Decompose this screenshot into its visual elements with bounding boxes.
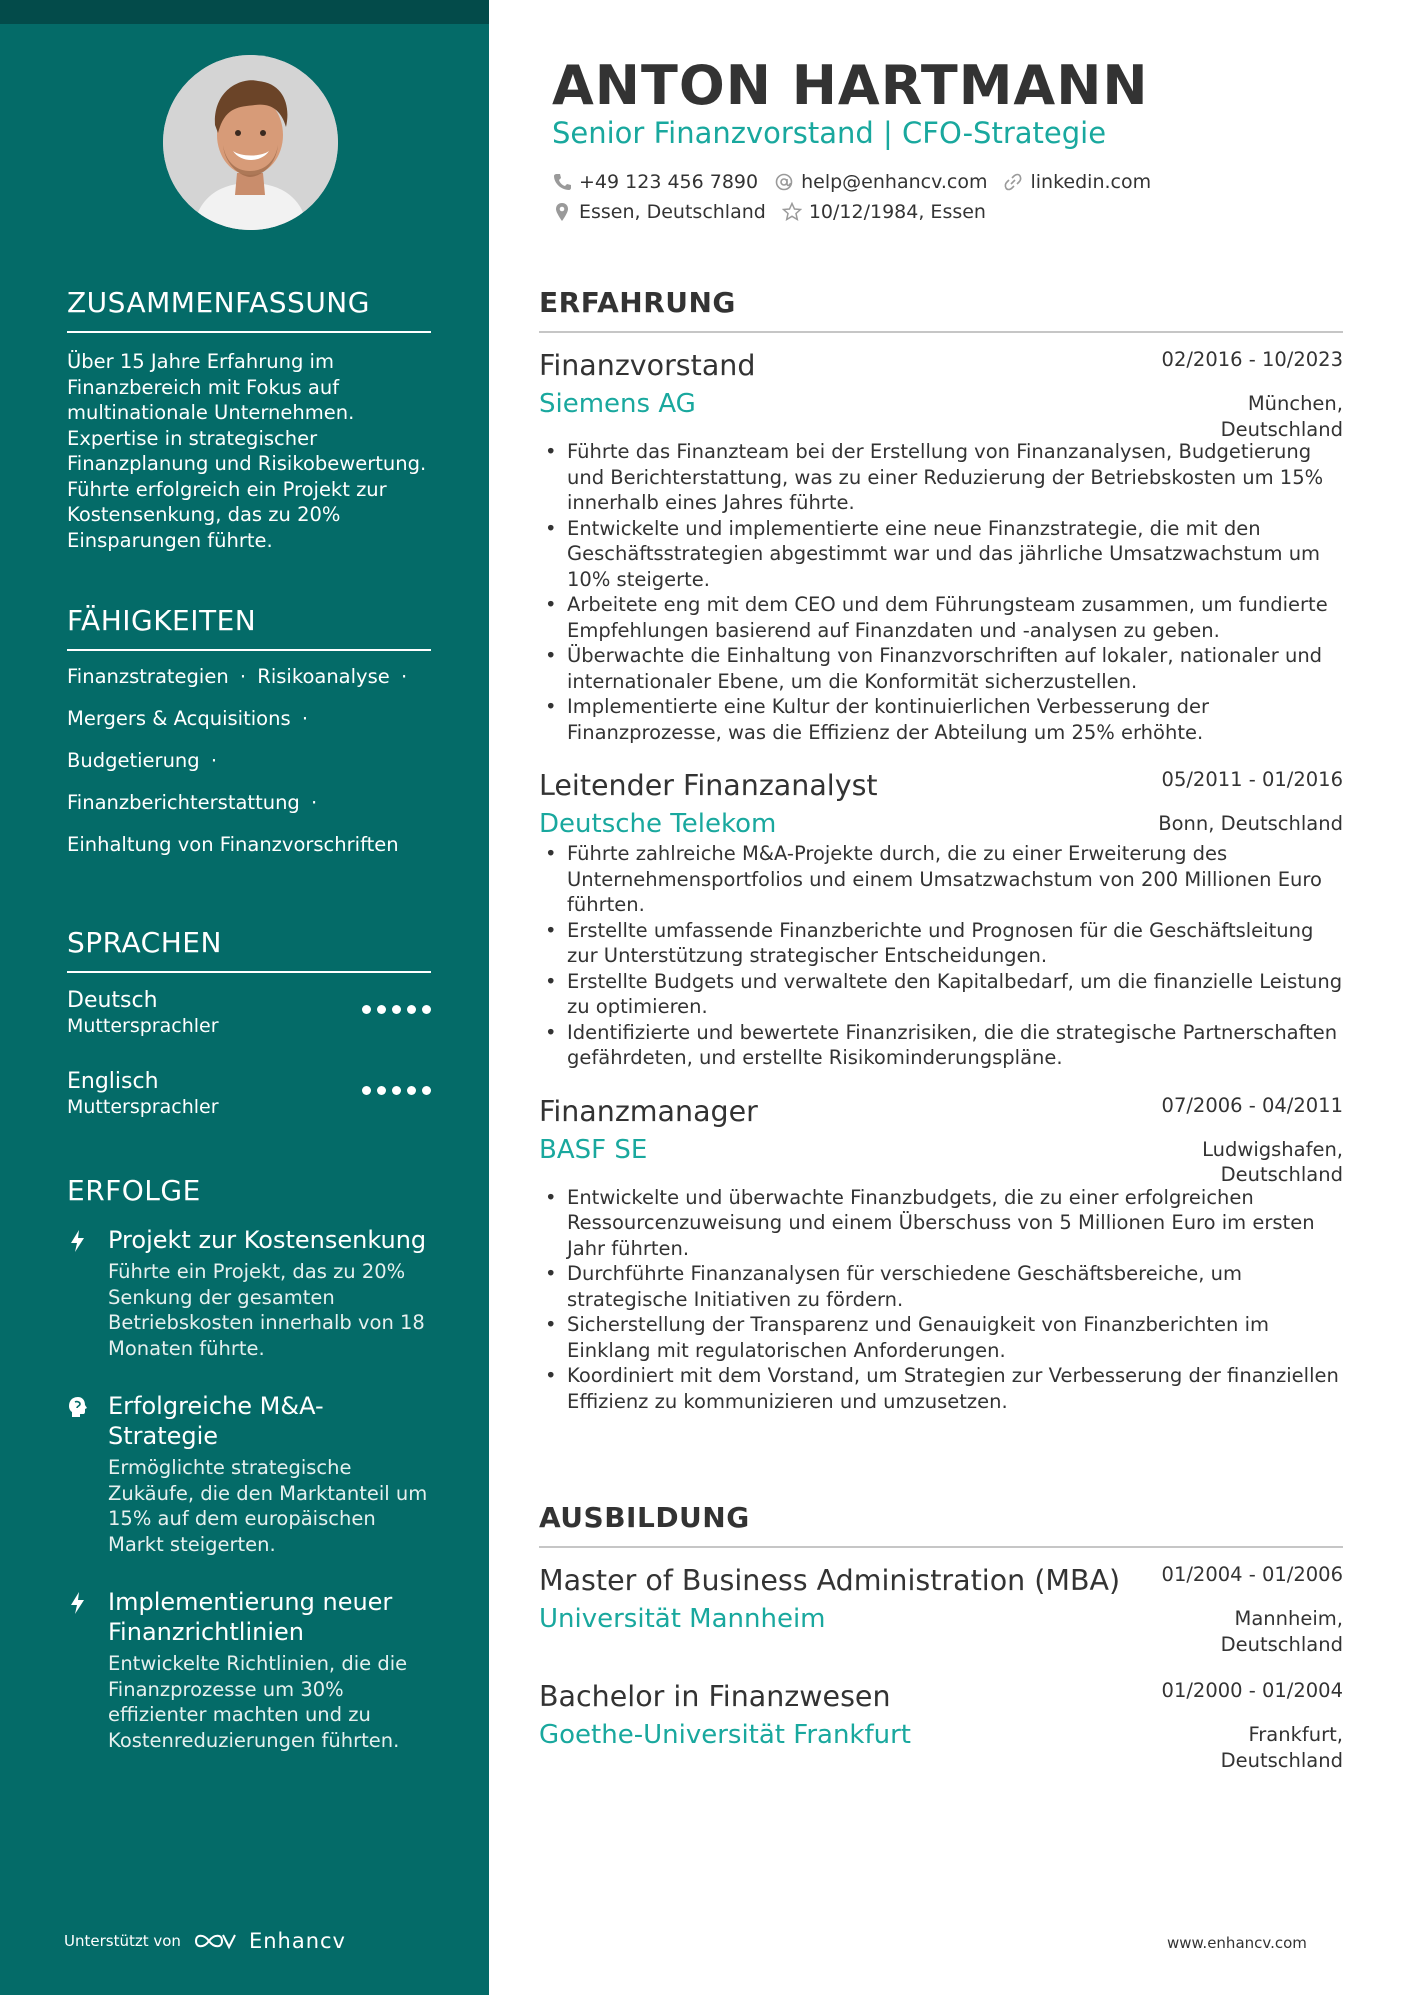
job-location-line: Deutschland: [1220, 417, 1343, 441]
at-icon: [774, 172, 794, 192]
job-bullet: • Entwickelte und überwachte Finanzbudgets, die zu einer erfolgreichen Ressourcenzuweisung und einem Überschuss von 5 Millionen Euro im ersten Jahr führten.: [539, 1185, 1343, 1262]
rating-dot: [422, 1086, 431, 1095]
bolt-icon: [67, 1591, 89, 1615]
education-entry: [539, 1678, 1343, 1774]
job-date: 05/2011 - 01/2016: [1161, 768, 1343, 791]
rating-dot: [392, 1086, 401, 1095]
avatar: [163, 55, 338, 230]
language-rating: [362, 1005, 431, 1014]
job-bullet: • Identifizierte und bewertete Finanzrisiken, die die strategische Partnerschaften gefährdeten, und erstellte Risikominderungspläne.: [539, 1020, 1343, 1071]
job-location-line: Bonn, Deutschland: [1158, 812, 1343, 835]
education-heading: AUSBILDUNG: [539, 1501, 1343, 1548]
job-company: BASF SE: [539, 1134, 648, 1165]
skill-item: Finanzberichterstattung: [67, 791, 300, 814]
education-entry: [539, 1562, 1343, 1658]
achievement-description: Ermöglichte strategische Zukäufe, die den Marktanteil um 15% auf dem europäischen Markt steigerten.: [108, 1456, 428, 1556]
summary-heading: ZUSAMMENFASSUNG: [67, 286, 431, 333]
rating-dot: [407, 1086, 416, 1095]
skill-item: Mergers & Acquisitions: [67, 707, 291, 730]
rating-dot: [362, 1005, 371, 1014]
achievement-item: [67, 1587, 431, 1753]
location-text: Essen, Deutschland: [579, 201, 766, 223]
language-item: [67, 987, 431, 1068]
birth-text: 10/12/1984, Essen: [808, 201, 986, 223]
sidebar: [0, 0, 489, 1995]
job-bullet: • Durchführte Finanzanalysen für verschiedene Geschäftsbereiche, um strategische Initiativen zu fördern.: [539, 1261, 1343, 1312]
contact-link[interactable]: [1003, 171, 1151, 193]
skill-item: Budgetierung: [67, 749, 200, 772]
job-entry: [539, 347, 1343, 745]
job-bullets: [539, 439, 1343, 745]
language-level: Muttersprachler: [67, 1096, 219, 1118]
skill-separator: ·: [311, 791, 318, 814]
education-location: [1221, 1606, 1343, 1657]
link-icon: [1003, 172, 1023, 192]
star-icon: [782, 202, 802, 222]
rating-dot: [422, 1005, 431, 1014]
powered-by-text: Unterstützt von: [64, 1932, 181, 1950]
job-location-line: München,: [1247, 392, 1343, 415]
job-bullet: • Koordiniert mit dem Vorstand, um Strategien zur Verbesserung der finanziellen Effizienz zu kommunizieren und umzusetzen.: [539, 1363, 1343, 1414]
school-name: Universität Mannheim: [539, 1604, 826, 1634]
language-rating: [362, 1086, 431, 1095]
summary-text: Über 15 Jahre Erfahrung im Finanzbereich mit Fokus auf multinationale Unternehmen. Expertise in strategischer Finanzplanung und Risikobewertung. Führte erfolgreich ein Projekt zur Kostensenkung, das zu 20% Einsparungen führte.: [67, 350, 427, 552]
education-location-line: Mannheim,: [1234, 1607, 1343, 1630]
achievement-title: Projekt zur Kostensenkung: [108, 1226, 427, 1254]
skill-line: [67, 749, 431, 791]
sidebar-top-bar: [0, 0, 489, 24]
experience-section: [539, 286, 1343, 1414]
skill-item: Einhaltung von Finanzvorschriften: [67, 833, 399, 856]
skills-heading: FÄHIGKEITEN: [67, 604, 431, 651]
candidate-role: Senior Finanzvorstand | CFO-Strategie: [552, 116, 1107, 150]
enhancv-wordmark: Enhancv: [248, 1929, 346, 1953]
link-text: linkedin.com: [1030, 171, 1152, 193]
education-section: [539, 1501, 1343, 1774]
job-location: [1221, 391, 1343, 442]
rating-dot: [392, 1005, 401, 1014]
enhancv-logo-icon: [193, 1929, 237, 1953]
candidate-name: ANTON HARTMANN: [552, 54, 1149, 117]
job-entry: [539, 767, 1343, 1071]
skills-list: [67, 665, 431, 875]
job-title: Leitender Finanzanalyst: [539, 769, 878, 802]
rating-dot: [377, 1005, 386, 1014]
contact-birth: [782, 201, 986, 223]
achievement-description: Führte ein Projekt, das zu 20% Senkung der gesamten Betriebskosten innerhalb von 18 Monaten führte.: [108, 1260, 425, 1360]
skill-separator: ·: [239, 665, 247, 688]
job-date: 02/2016 - 10/2023: [1161, 348, 1343, 371]
achievement-description: Entwickelte Richtlinien, die die Finanzprozesse um 30% effizienter machten und zu Kostenreduzierungen führten.: [108, 1652, 408, 1752]
achievements-section: [67, 1174, 431, 1753]
education-location-line: Deutschland: [1220, 1748, 1343, 1772]
job-bullet: • Überwachte die Einhaltung von Finanzvorschriften auf lokaler, nationaler und internationaler Ebene, um die Konformität sicherzustellen.: [539, 643, 1343, 694]
job-date: 07/2006 - 04/2011: [1161, 1093, 1343, 1117]
education-location-line: Deutschland: [1220, 1632, 1343, 1656]
rating-dot: [362, 1086, 371, 1095]
degree-title: Master of Business Administration (MBA): [539, 1564, 1121, 1597]
skill-item: Finanzstrategien: [67, 665, 229, 688]
language-name: Deutsch: [67, 988, 158, 1013]
language-level: Muttersprachler: [67, 1015, 219, 1037]
education-location: [1221, 1722, 1343, 1773]
languages-heading: SPRACHEN: [67, 926, 431, 973]
achievement-title: Erfolgreiche M&A-Strategie: [108, 1392, 324, 1450]
job-bullet: • Erstellte umfassende Finanzberichte und Prognosen für die Geschäftsleitung zur Unterstützung strategischer Entscheidungen.: [539, 918, 1343, 969]
email-text: help@enhancv.com: [801, 171, 988, 193]
experience-heading: ERFAHRUNG: [539, 286, 1343, 333]
footer-site-link[interactable]: www.enhancv.com: [1167, 1934, 1307, 1952]
job-company: Deutsche Telekom: [539, 809, 777, 839]
location-pin-icon: [552, 202, 572, 222]
job-bullet: • Führte das Finanzteam bei der Erstellung von Finanzanalysen, Budgetierung und Berichterstattung, was zu einer Reduzierung der Betriebskosten um 15% innerhalb eines Jahres führte.: [539, 439, 1343, 516]
job-location-line: Deutschland: [1220, 1163, 1343, 1186]
education-location-line: Frankfurt,: [1248, 1723, 1343, 1746]
languages-section: [67, 926, 431, 1149]
skill-separator: ·: [301, 707, 309, 730]
contact-row: [552, 171, 1167, 193]
bolt-icon: [67, 1229, 89, 1253]
contact-email[interactable]: [774, 171, 987, 193]
skill-line: [67, 665, 431, 707]
education-date: 01/2004 - 01/2006: [1161, 1563, 1343, 1586]
skill-line: [67, 833, 431, 875]
job-location: [1158, 811, 1343, 837]
job-bullets: [539, 841, 1343, 1071]
language-name: Englisch: [67, 1069, 159, 1094]
contact-row: [552, 201, 1002, 223]
skill-line: [67, 791, 431, 833]
degree-title: Bachelor in Finanzwesen: [539, 1680, 891, 1713]
contact-location: [552, 201, 766, 223]
achievement-item: [67, 1225, 431, 1361]
school-name: Goethe-Universität Frankfurt: [539, 1720, 911, 1750]
job-bullet: • Führte zahlreiche M&A-Projekte durch, die zu einer Erweiterung des Unternehmensportfolios und einem Umsatzwachstum von 200 Millionen Euro führten.: [539, 841, 1343, 918]
education-date: 01/2000 - 01/2004: [1161, 1679, 1343, 1702]
brain-head-icon: [67, 1395, 89, 1419]
job-bullet: • Sicherstellung der Transparenz und Genauigkeit von Finanzberichten im Einklang mit regulatorischen Anforderungen.: [539, 1312, 1343, 1363]
job-bullet: • Arbeitete eng mit dem CEO und dem Führungsteam zusammen, um fundierte Empfehlungen basierend auf Finanzdaten und -analysen zu geben.: [539, 592, 1343, 643]
skill-separator: ·: [210, 749, 218, 772]
summary-section: [67, 286, 431, 553]
powered-by: [64, 1929, 346, 1953]
skill-line: [67, 707, 431, 749]
job-title: Finanzmanager: [539, 1094, 758, 1128]
job-location-line: Ludwigshafen,: [1202, 1137, 1343, 1161]
phone-text: +49 123 456 7890: [579, 171, 759, 193]
job-bullet: • Erstellte Budgets und verwaltete den Kapitalbedarf, um die finanzielle Leistung zu optimieren.: [539, 969, 1343, 1020]
achievement-item: [67, 1391, 431, 1557]
contact-phone[interactable]: [552, 171, 758, 193]
phone-icon: [552, 172, 572, 192]
avatar-photo-icon: [163, 55, 338, 230]
skills-section: [67, 604, 431, 875]
rating-dot: [377, 1086, 386, 1095]
job-location: [1202, 1137, 1343, 1188]
language-item: [67, 1068, 431, 1149]
job-title: Finanzvorstand: [539, 349, 756, 382]
job-company: Siemens AG: [539, 389, 696, 419]
job-bullets: [539, 1185, 1343, 1415]
job-bullet: • Implementierte eine Kultur der kontinuierlichen Verbesserung der Finanzprozesse, was die Effizienz der Abteilung um 25% erhöhte.: [539, 694, 1343, 745]
rating-dot: [407, 1005, 416, 1014]
job-bullet: • Entwickelte und implementierte eine neue Finanzstrategie, die mit den Geschäftsstrategien abgestimmt war und das jährliche Umsatzwachstum um 10% steigerte.: [539, 516, 1343, 593]
skill-separator: ·: [400, 665, 408, 688]
achievements-heading: ERFOLGE: [67, 1174, 201, 1207]
achievement-title: Implementierung neuer Finanzrichtlinien: [108, 1588, 393, 1646]
skill-item: Risikoanalyse: [257, 665, 390, 688]
job-entry: [539, 1093, 1343, 1415]
